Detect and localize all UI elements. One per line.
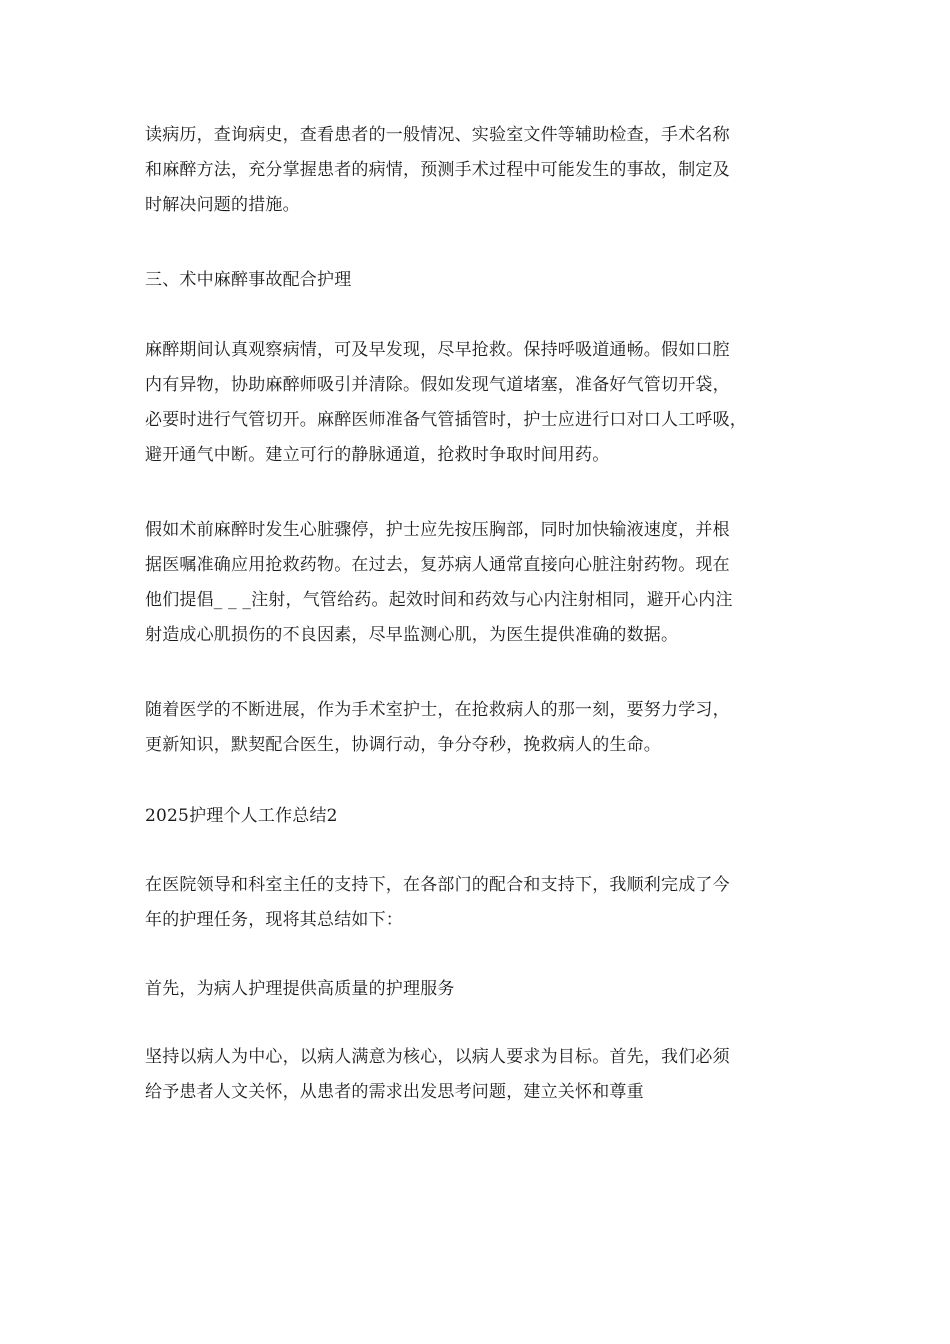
text-line: 麻醉期间认真观察病情，可及早发现，尽早抢救。保持呼吸道通畅。假如口腔 xyxy=(145,340,730,360)
section-heading-anesthesia-care xyxy=(145,263,825,298)
text-line: 给予患者人文关怀，从患者的需求出发思考问题，建立关怀和尊重 xyxy=(145,1082,644,1102)
section-heading-quality-service xyxy=(145,972,825,1007)
text-line: 内有异物，协助麻醉师吸引并清除。假如发现气道堵塞，准备好气管切开袋， xyxy=(145,375,730,395)
text-line: 更新知识，默契配合医生，协调行动，争分夺秒，挽救病人的生命。 xyxy=(145,735,661,755)
text-line: 射造成心肌损伤的不良因素，尽早监测心肌，为医生提供准确的数据。 xyxy=(145,625,679,645)
paragraph-case-review xyxy=(145,118,825,223)
heading-text: 首先，为病人护理提供高质量的护理服务 xyxy=(145,979,455,999)
text-line: 必要时进行气管切开。麻醉医师准备气管插管时，护士应进行口对口人工呼吸， xyxy=(145,410,747,430)
text-line: 年的护理任务，现将其总结如下： xyxy=(145,910,403,930)
text-line: 坚持以病人为中心，以病人满意为核心，以病人要求为目标。首先，我们必须 xyxy=(145,1047,730,1067)
text-line: 假如术前麻醉时发生心脏骤停，护士应先按压胸部，同时加快输液速度，并根 xyxy=(145,520,730,540)
paragraph-patient-centered xyxy=(145,1040,825,1110)
text-line: 避开通气中断。建立可行的静脉通道，抢救时争取时间用药。 xyxy=(145,445,610,465)
text-line: 在医院领导和科室主任的支持下，在各部门的配合和支持下，我顺利完成了今 xyxy=(145,875,730,895)
paragraph-summary-intro xyxy=(145,868,825,938)
paragraph-continuous-learning xyxy=(145,693,825,763)
section-heading-summary-2 xyxy=(145,799,825,834)
heading-text: 三、术中麻醉事故配合护理 xyxy=(145,270,352,290)
text-line: 随着医学的不断进展，作为手术室护士，在抢救病人的那一刻，要努力学习， xyxy=(145,700,730,720)
paragraph-cardiac-arrest xyxy=(145,513,825,653)
text-line: 读病历，查询病史，查看患者的一般情况、实验室文件等辅助检查，手术名称 xyxy=(145,125,730,145)
text-line: 和麻醉方法，充分掌握患者的病情，预测手术过程中可能发生的事故，制定及 xyxy=(145,160,730,180)
text-line: 据医嘱准确应用抢救药物。在过去，复苏病人通常直接向心脏注射药物。现在 xyxy=(145,555,730,575)
heading-text: 2025护理个人工作总结2 xyxy=(145,806,338,826)
text-line: 他们提倡_ _ _注射，气管给药。起效时间和药效与心内注射相同，避开心内注 xyxy=(145,590,733,610)
text-line: 时解决问题的措施。 xyxy=(145,195,300,215)
paragraph-airway-management xyxy=(145,333,825,473)
